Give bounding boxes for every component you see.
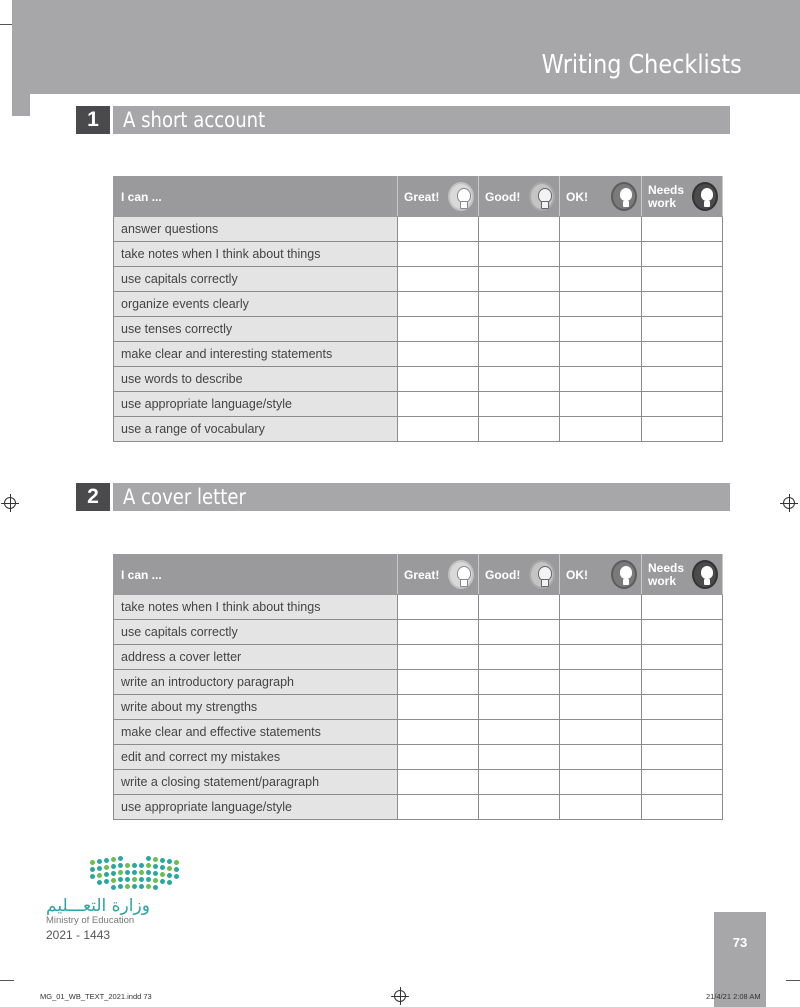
logo-dot xyxy=(97,859,102,864)
rating-cell[interactable] xyxy=(560,795,642,820)
rating-cell[interactable] xyxy=(642,795,723,820)
registration-mark xyxy=(394,990,406,1002)
logo-dot xyxy=(174,860,179,865)
edition-year: 2021 - 1443 xyxy=(46,928,111,942)
rating-cell[interactable] xyxy=(479,645,560,670)
rating-cell[interactable] xyxy=(560,317,642,342)
ministry-english-name: Ministry of Education xyxy=(46,915,135,926)
checklist-item: use appropriate language/style xyxy=(114,795,398,820)
logo-dots xyxy=(90,856,180,892)
rating-cell[interactable] xyxy=(479,417,560,442)
rating-cell[interactable] xyxy=(642,342,723,367)
checklist-item: use tenses correctly xyxy=(114,317,398,342)
ican-header: I can ... xyxy=(114,177,398,217)
rating-cell[interactable] xyxy=(398,695,479,720)
rating-cell[interactable] xyxy=(479,695,560,720)
rating-cell[interactable] xyxy=(560,342,642,367)
logo-dot xyxy=(146,884,151,889)
checklist-item: use capitals correctly xyxy=(114,267,398,292)
rating-label: Great! xyxy=(404,189,440,204)
rating-cell[interactable] xyxy=(479,267,560,292)
rating-label: Needs work xyxy=(648,560,685,588)
logo-dot xyxy=(118,863,123,868)
rating-cell[interactable] xyxy=(398,795,479,820)
rating-label: Good! xyxy=(485,189,521,204)
rating-cell[interactable] xyxy=(398,392,479,417)
rating-cell[interactable] xyxy=(642,695,723,720)
logo-dot xyxy=(111,857,116,862)
rating-cell[interactable] xyxy=(560,292,642,317)
lightbulb-medium-icon xyxy=(529,560,555,589)
page-number: 73 xyxy=(732,935,748,950)
rating-cell[interactable] xyxy=(560,367,642,392)
lightbulb-dark-icon xyxy=(611,182,637,211)
logo-dot xyxy=(118,870,123,875)
file-slug: MG_01_WB_TEXT_2021.indd 73 xyxy=(40,992,152,1001)
logo-dot xyxy=(125,877,130,882)
rating-header-good xyxy=(479,177,560,217)
ministry-logo xyxy=(44,852,194,942)
section-title-bar xyxy=(113,483,730,511)
rating-header-ok xyxy=(560,555,642,595)
logo-dot xyxy=(111,871,116,876)
crop-mark xyxy=(0,980,14,981)
print-timestamp: 21/4/21 2:08 AM xyxy=(706,992,761,1001)
checklist-item: take notes when I think about things xyxy=(114,242,398,267)
rating-cell[interactable] xyxy=(560,720,642,745)
rating-cell[interactable] xyxy=(479,620,560,645)
table-header-row xyxy=(114,177,723,217)
section-title: A cover letter xyxy=(123,485,246,509)
logo-dot xyxy=(90,860,95,865)
logo-dot xyxy=(111,885,116,890)
checklist-table-cover-letter xyxy=(113,554,723,820)
logo-dot xyxy=(146,856,151,861)
logo-dot xyxy=(139,877,144,882)
rating-cell[interactable] xyxy=(479,242,560,267)
rating-cell[interactable] xyxy=(398,317,479,342)
rating-cell[interactable] xyxy=(642,720,723,745)
rating-cell[interactable] xyxy=(479,795,560,820)
rating-label: Great! xyxy=(404,567,440,582)
rating-cell[interactable] xyxy=(642,392,723,417)
logo-dot xyxy=(90,874,95,879)
logo-dot xyxy=(97,880,102,885)
rating-cell[interactable] xyxy=(560,267,642,292)
table-row xyxy=(114,267,723,292)
table-row xyxy=(114,695,723,720)
rating-cell[interactable] xyxy=(398,292,479,317)
rating-cell[interactable] xyxy=(479,317,560,342)
rating-cell[interactable] xyxy=(479,720,560,745)
logo-dot xyxy=(132,863,137,868)
rating-cell[interactable] xyxy=(560,595,642,620)
logo-dot xyxy=(167,873,172,878)
table-row xyxy=(114,745,723,770)
ican-header: I can ... xyxy=(114,555,398,595)
logo-dot xyxy=(97,866,102,871)
rating-header-ok xyxy=(560,177,642,217)
rating-cell[interactable] xyxy=(398,770,479,795)
rating-cell[interactable] xyxy=(560,620,642,645)
rating-cell[interactable] xyxy=(479,217,560,242)
logo-dot xyxy=(125,863,130,868)
registration-mark xyxy=(4,497,16,509)
logo-dot xyxy=(125,884,130,889)
ministry-arabic-name: وزارة التعـــليم xyxy=(46,896,150,916)
rating-cell[interactable] xyxy=(642,595,723,620)
rating-header-needs-work xyxy=(642,555,723,595)
rating-cell[interactable] xyxy=(479,595,560,620)
rating-cell[interactable] xyxy=(642,645,723,670)
logo-dot xyxy=(118,856,123,861)
rating-cell[interactable] xyxy=(479,367,560,392)
table-row xyxy=(114,595,723,620)
logo-dot xyxy=(90,867,95,872)
checklist-item: address a cover letter xyxy=(114,645,398,670)
logo-dot xyxy=(104,858,109,863)
lightbulb-dark-icon xyxy=(611,560,637,589)
checklist-item: organize events clearly xyxy=(114,292,398,317)
rating-cell[interactable] xyxy=(560,217,642,242)
table-row xyxy=(114,392,723,417)
logo-dot xyxy=(139,870,144,875)
checklist-item: use words to describe xyxy=(114,367,398,392)
table-row xyxy=(114,645,723,670)
rating-cell[interactable] xyxy=(479,745,560,770)
logo-dot xyxy=(111,878,116,883)
header-tab xyxy=(12,94,30,116)
rating-label: Good! xyxy=(485,567,521,582)
checklist-item: write about my strengths xyxy=(114,695,398,720)
logo-dot xyxy=(118,884,123,889)
rating-cell[interactable] xyxy=(398,720,479,745)
logo-dot xyxy=(153,885,158,890)
rating-cell[interactable] xyxy=(642,620,723,645)
rating-cell[interactable] xyxy=(398,670,479,695)
checklist-item: make clear and effective statements xyxy=(114,720,398,745)
rating-cell[interactable] xyxy=(642,317,723,342)
rating-cell[interactable] xyxy=(560,242,642,267)
rating-cell[interactable] xyxy=(398,620,479,645)
rating-cell[interactable] xyxy=(398,342,479,367)
logo-dot xyxy=(153,871,158,876)
table-row xyxy=(114,292,723,317)
logo-dot xyxy=(146,863,151,868)
table-row xyxy=(114,670,723,695)
checklist-item: make clear and interesting statements xyxy=(114,342,398,367)
logo-dot xyxy=(104,872,109,877)
table-row xyxy=(114,242,723,267)
lightbulb-darkest-icon xyxy=(692,560,718,589)
rating-cell[interactable] xyxy=(398,745,479,770)
logo-dot xyxy=(153,864,158,869)
logo-dot xyxy=(160,865,165,870)
logo-dot xyxy=(167,866,172,871)
logo-dot xyxy=(111,864,116,869)
rating-header-great xyxy=(398,555,479,595)
checklist-item: use a range of vocabulary xyxy=(114,417,398,442)
table-header-row xyxy=(114,555,723,595)
checklist-item: edit and correct my mistakes xyxy=(114,745,398,770)
lightbulb-light-icon xyxy=(448,182,474,211)
rating-cell[interactable] xyxy=(398,645,479,670)
rating-cell[interactable] xyxy=(642,367,723,392)
rating-cell[interactable] xyxy=(479,670,560,695)
logo-dot xyxy=(132,877,137,882)
logo-dot xyxy=(139,884,144,889)
table-row xyxy=(114,217,723,242)
logo-dot xyxy=(167,859,172,864)
rating-cell[interactable] xyxy=(398,242,479,267)
logo-dot xyxy=(160,858,165,863)
rating-cell[interactable] xyxy=(642,242,723,267)
rating-label: OK! xyxy=(566,567,588,582)
rating-cell[interactable] xyxy=(560,670,642,695)
table-row xyxy=(114,342,723,367)
lightbulb-darkest-icon xyxy=(692,182,718,211)
table-row xyxy=(114,620,723,645)
logo-dot xyxy=(139,863,144,868)
checklist-table-short-account xyxy=(113,176,723,442)
logo-dot xyxy=(174,874,179,879)
logo-dot xyxy=(118,877,123,882)
rating-label: Needs work xyxy=(648,182,685,210)
rating-cell[interactable] xyxy=(479,342,560,367)
logo-dot xyxy=(153,857,158,862)
logo-dot xyxy=(146,877,151,882)
table-row xyxy=(114,795,723,820)
rating-cell[interactable] xyxy=(642,292,723,317)
checklist-item: take notes when I think about things xyxy=(114,595,398,620)
section-number: 1 xyxy=(76,106,110,134)
logo-dot xyxy=(132,870,137,875)
rating-cell[interactable] xyxy=(560,770,642,795)
rating-cell[interactable] xyxy=(398,417,479,442)
rating-cell[interactable] xyxy=(642,770,723,795)
rating-cell[interactable] xyxy=(560,392,642,417)
checklist-item: write an introductory paragraph xyxy=(114,670,398,695)
rating-header-needs-work xyxy=(642,177,723,217)
page-title: Writing Checklists xyxy=(541,50,742,80)
table-row xyxy=(114,770,723,795)
logo-dot xyxy=(132,884,137,889)
rating-cell[interactable] xyxy=(642,670,723,695)
logo-dot xyxy=(153,878,158,883)
logo-dot xyxy=(174,867,179,872)
crop-mark xyxy=(786,980,800,981)
logo-dot xyxy=(146,870,151,875)
rating-header-good xyxy=(479,555,560,595)
rating-cell[interactable] xyxy=(479,392,560,417)
table-row xyxy=(114,317,723,342)
registration-mark xyxy=(783,497,795,509)
rating-header-great xyxy=(398,177,479,217)
rating-cell[interactable] xyxy=(398,217,479,242)
lightbulb-medium-icon xyxy=(529,182,555,211)
logo-dot xyxy=(104,879,109,884)
checklist-item: write a closing statement/paragraph xyxy=(114,770,398,795)
section-number: 2 xyxy=(76,483,110,511)
logo-dot xyxy=(104,865,109,870)
rating-cell[interactable] xyxy=(398,367,479,392)
rating-cell[interactable] xyxy=(398,267,479,292)
logo-dot xyxy=(160,872,165,877)
rating-cell[interactable] xyxy=(398,595,479,620)
rating-cell[interactable] xyxy=(642,417,723,442)
rating-label: OK! xyxy=(566,189,588,204)
logo-dot xyxy=(97,873,102,878)
rating-cell[interactable] xyxy=(642,217,723,242)
table-row xyxy=(114,720,723,745)
checklist-item: use appropriate language/style xyxy=(114,392,398,417)
rating-cell[interactable] xyxy=(642,745,723,770)
logo-dot xyxy=(167,880,172,885)
rating-cell[interactable] xyxy=(560,645,642,670)
section-title: A short account xyxy=(123,108,266,132)
rating-cell[interactable] xyxy=(479,770,560,795)
checklist-item: use capitals correctly xyxy=(114,620,398,645)
rating-cell[interactable] xyxy=(560,695,642,720)
checklist-item: answer questions xyxy=(114,217,398,242)
rating-cell[interactable] xyxy=(560,417,642,442)
lightbulb-light-icon xyxy=(448,560,474,589)
rating-cell[interactable] xyxy=(560,745,642,770)
table-row xyxy=(114,367,723,392)
rating-cell[interactable] xyxy=(479,292,560,317)
logo-dot xyxy=(125,870,130,875)
logo-dot xyxy=(160,879,165,884)
section-title-bar xyxy=(113,106,730,134)
table-row xyxy=(114,417,723,442)
rating-cell[interactable] xyxy=(642,267,723,292)
